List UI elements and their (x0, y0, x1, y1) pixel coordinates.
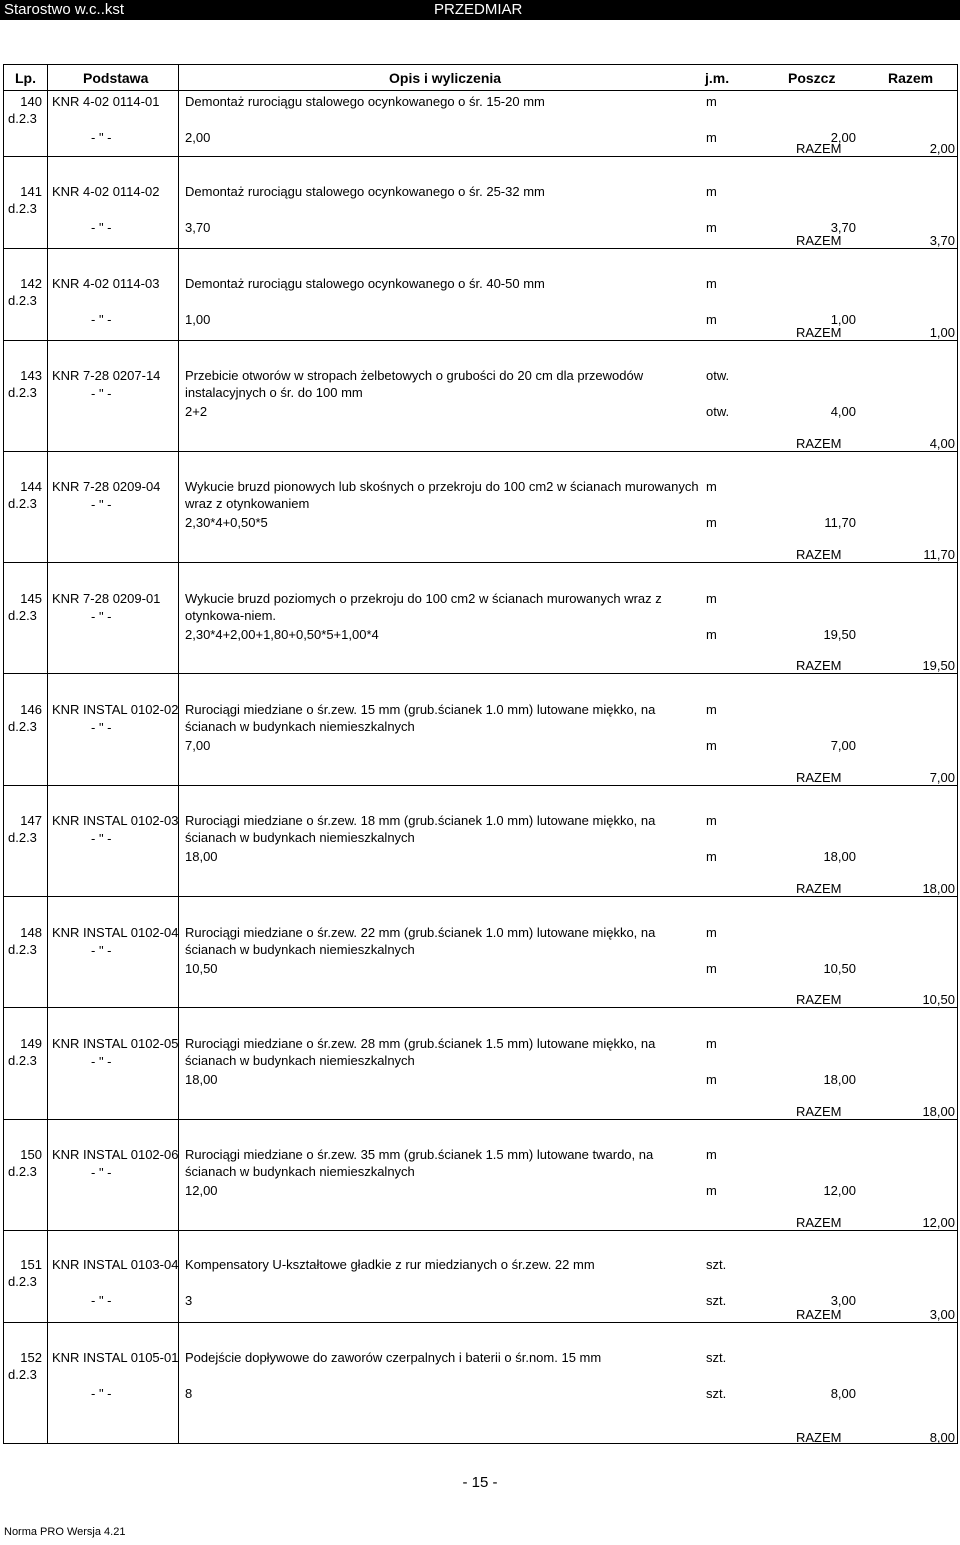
header-divider (3, 90, 958, 91)
calc-unit: m (706, 849, 717, 864)
razem-value: 4,00 (929, 436, 955, 451)
item-calculation: 2+2 (185, 404, 208, 419)
razem-label: RAZEM (796, 881, 842, 896)
razem-label: RAZEM (796, 547, 842, 562)
row-divider (3, 896, 958, 897)
item-unit: otw. (706, 368, 730, 383)
col-divider (47, 64, 48, 1444)
item-subchapter: d.2.3 (8, 111, 37, 126)
item-description: Demontaż rurociągu stalowego ocynkowanego o śr. 25-32 mm (185, 184, 545, 199)
col-razem: Razem (888, 70, 934, 86)
ditto-mark: - " - (91, 312, 112, 327)
calc-unit: m (706, 627, 717, 642)
row-divider (3, 785, 958, 786)
row-divider (3, 1007, 958, 1008)
col-jm: j.m. (705, 70, 730, 86)
row-divider (3, 248, 958, 249)
razem-label: RAZEM (796, 1215, 842, 1230)
razem-label: RAZEM (796, 233, 842, 248)
razem-value: 1,00 (929, 325, 955, 340)
item-calculation: 8 (185, 1386, 193, 1401)
item-description: Rurociągi miedziane o śr.zew. 28 mm (grub.ścianek 1.5 mm) lutowane miękko, na ścianach w budynkach niemieszkalnych (185, 1036, 656, 1068)
item-description: Wykucie bruzd poziomych o przekroju do 100 cm2 w ścianach murowanych wraz z otynkowa-niem. (185, 591, 662, 623)
ditto-mark: - " - (91, 220, 112, 235)
col-poszcz: Poszcz (788, 70, 836, 86)
item-number: 145 (20, 591, 42, 606)
item-unit: szt. (706, 1257, 727, 1272)
item-unit: m (706, 702, 717, 717)
col-divider (178, 64, 179, 1444)
item-unit: m (706, 813, 717, 828)
item-number: 148 (20, 925, 42, 940)
col-lp: Lp. (15, 70, 36, 86)
calc-unit: szt. (706, 1293, 727, 1308)
razem-value: 7,00 (929, 770, 955, 785)
item-calculation: 2,30*4+2,00+1,80+0,50*5+1,00*4 (185, 627, 379, 642)
page-number: - 15 - (462, 1474, 498, 1491)
razem-value: 3,70 (929, 233, 955, 248)
calc-unit: m (706, 220, 717, 235)
item-subchapter: d.2.3 (8, 385, 37, 400)
item-calculation: 1,00 (185, 312, 211, 327)
row-divider (3, 451, 958, 452)
razem-value: 8,00 (929, 1430, 955, 1445)
item-basis: KNR 4-02 0114-02 (52, 184, 160, 199)
razem-label: RAZEM (796, 1104, 842, 1119)
item-subchapter: d.2.3 (8, 942, 37, 957)
item-number: 144 (20, 479, 42, 494)
item-calculation: 18,00 (185, 849, 218, 864)
item-subchapter: d.2.3 (8, 293, 37, 308)
razem-label: RAZEM (796, 658, 842, 673)
item-poszcz: 10,50 (823, 961, 856, 976)
item-unit: m (706, 591, 717, 606)
razem-label: RAZEM (796, 992, 842, 1007)
row-divider (3, 340, 958, 341)
razem-value: 19,50 (922, 658, 955, 673)
item-calculation: 12,00 (185, 1183, 218, 1198)
item-calculation: 10,50 (185, 961, 218, 976)
row-divider (3, 562, 958, 563)
calc-unit: m (706, 130, 717, 145)
header-title: PRZEDMIAR (434, 1, 523, 18)
item-subchapter: d.2.3 (8, 1053, 37, 1068)
item-unit: m (706, 94, 717, 109)
ditto-mark: - " - (91, 1054, 112, 1069)
item-basis: KNR INSTAL 0102-02 (52, 702, 179, 717)
item-number: 142 (20, 276, 42, 291)
col-podstawa: Podstawa (83, 70, 149, 86)
item-description: Kompensatory U-kształtowe gładkie z rur miedzianych o śr.zew. 22 mm (185, 1257, 595, 1272)
item-basis: KNR 7-28 0209-01 (52, 591, 161, 606)
item-basis: KNR INSTAL 0102-04 (52, 925, 179, 940)
header-filename: Starostwo w.c..kst (4, 1, 125, 18)
row-divider (3, 1119, 958, 1120)
item-poszcz: 18,00 (823, 849, 856, 864)
item-subchapter: d.2.3 (8, 719, 37, 734)
item-description: Rurociągi miedziane o śr.zew. 22 mm (grub.ścianek 1.0 mm) lutowane miękko, na ścianach w budynkach niemieszkalnych (185, 925, 656, 957)
row-divider (3, 156, 958, 157)
razem-label: RAZEM (796, 436, 842, 451)
item-unit: m (706, 276, 717, 291)
item-number: 140 (20, 94, 42, 109)
item-description: Rurociągi miedziane o śr.zew. 18 mm (grub.ścianek 1.0 mm) lutowane miękko, na ścianach w budynkach niemieszkalnych (185, 813, 656, 845)
item-unit: m (706, 1147, 717, 1162)
ditto-mark: - " - (91, 609, 112, 624)
razem-label: RAZEM (796, 1307, 842, 1322)
item-basis: KNR INSTAL 0105-01 (52, 1350, 179, 1365)
item-number: 147 (20, 813, 42, 828)
item-description: Wykucie bruzd pionowych lub skośnych o przekroju do 100 cm2 w ścianach murowanych wraz z otynkowaniem (185, 479, 699, 511)
item-number: 146 (20, 702, 42, 717)
ditto-mark: - " - (91, 1165, 112, 1180)
col-opis: Opis i wyliczenia (389, 70, 502, 86)
ditto-mark: - " - (91, 1386, 112, 1401)
row-divider (3, 673, 958, 674)
ditto-mark: - " - (91, 130, 112, 145)
razem-label: RAZEM (796, 1430, 842, 1445)
ditto-mark: - " - (91, 831, 112, 846)
razem-value: 18,00 (922, 1104, 955, 1119)
item-number: 150 (20, 1147, 42, 1162)
item-calculation: 2,00 (185, 130, 211, 145)
item-description: Rurociągi miedziane o śr.zew. 35 mm (grub.ścianek 1.5 mm) lutowane twardo, na ścianach w budynkach niemieszkalnych (185, 1147, 654, 1179)
item-subchapter: d.2.3 (8, 201, 37, 216)
item-unit: szt. (706, 1350, 727, 1365)
item-description: Rurociągi miedziane o śr.zew. 15 mm (grub.ścianek 1.0 mm) lutowane miękko, na ścianach w budynkach niemieszkalnych (185, 702, 656, 734)
table-frame (3, 64, 958, 1444)
razem-value: 12,00 (922, 1215, 955, 1230)
item-unit: m (706, 1036, 717, 1051)
razem-value: 2,00 (929, 141, 955, 156)
item-poszcz: 1,00 (830, 312, 856, 327)
calc-unit: m (706, 1183, 717, 1198)
item-subchapter: d.2.3 (8, 1367, 37, 1382)
item-poszcz: 19,50 (823, 627, 856, 642)
page-header (0, 0, 960, 20)
ditto-mark: - " - (91, 720, 112, 735)
item-poszcz: 12,00 (823, 1183, 856, 1198)
item-subchapter: d.2.3 (8, 608, 37, 623)
item-basis: KNR INSTAL 0102-03 (52, 813, 179, 828)
calc-unit: m (706, 738, 717, 753)
item-poszcz: 18,00 (823, 1072, 856, 1087)
row-divider (3, 1230, 958, 1231)
calc-unit: m (706, 312, 717, 327)
ditto-mark: - " - (91, 1293, 112, 1308)
item-calculation: 3,70 (185, 220, 211, 235)
item-poszcz: 7,00 (830, 738, 856, 753)
calc-unit: szt. (706, 1386, 727, 1401)
razem-label: RAZEM (796, 141, 842, 156)
item-basis: KNR 7-28 0209-04 (52, 479, 161, 494)
item-basis: KNR 4-02 0114-03 (52, 276, 160, 291)
calc-unit: m (706, 515, 717, 530)
item-basis: KNR INSTAL 0103-04 (52, 1257, 179, 1272)
ditto-mark: - " - (91, 497, 112, 512)
razem-value: 3,00 (929, 1307, 955, 1322)
item-calculation: 3 (185, 1293, 193, 1308)
calc-unit: m (706, 1072, 717, 1087)
item-subchapter: d.2.3 (8, 496, 37, 511)
item-number: 143 (20, 368, 42, 383)
item-basis: KNR 7-28 0207-14 (52, 368, 161, 383)
item-number: 149 (20, 1036, 42, 1051)
item-description: Demontaż rurociągu stalowego ocynkowanego o śr. 15-20 mm (185, 94, 545, 109)
item-unit: m (706, 925, 717, 940)
item-calculation: 7,00 (185, 738, 211, 753)
item-subchapter: d.2.3 (8, 1274, 37, 1289)
razem-value: 18,00 (922, 881, 955, 896)
item-calculation: 2,30*4+0,50*5 (185, 515, 268, 530)
item-poszcz: 2,00 (830, 130, 856, 145)
item-number: 151 (20, 1257, 42, 1272)
item-poszcz: 3,70 (830, 220, 856, 235)
row-divider (3, 1322, 958, 1323)
calc-unit: m (706, 961, 717, 976)
item-description: Podejście dopływowe do zaworów czerpalnych i baterii o śr.nom. 15 mm (185, 1350, 602, 1365)
item-basis: KNR INSTAL 0102-06 (52, 1147, 179, 1162)
item-poszcz: 4,00 (830, 404, 856, 419)
item-basis: KNR INSTAL 0102-05 (52, 1036, 179, 1051)
item-description: Przebicie otworów w stropach żelbetowych o grubości do 20 cm dla przewodów instalacyjnych o śr. do 100 mm (185, 368, 644, 400)
item-poszcz: 8,00 (830, 1386, 856, 1401)
calc-unit: otw. (706, 404, 730, 419)
item-number: 152 (20, 1350, 42, 1365)
item-poszcz: 3,00 (830, 1293, 856, 1308)
ditto-mark: - " - (91, 943, 112, 958)
razem-label: RAZEM (796, 770, 842, 785)
item-subchapter: d.2.3 (8, 830, 37, 845)
table-header (3, 64, 958, 90)
item-unit: m (706, 479, 717, 494)
item-unit: m (706, 184, 717, 199)
item-poszcz: 11,70 (824, 515, 856, 530)
ditto-mark: - " - (91, 386, 112, 401)
item-subchapter: d.2.3 (8, 1164, 37, 1179)
razem-value: 10,50 (922, 992, 955, 1007)
item-basis: KNR 4-02 0114-01 (52, 94, 160, 109)
item-calculation: 18,00 (185, 1072, 218, 1087)
item-description: Demontaż rurociągu stalowego ocynkowanego o śr. 40-50 mm (185, 276, 545, 291)
item-number: 141 (20, 184, 42, 199)
razem-value: 11,70 (923, 547, 955, 562)
software-footer: Norma PRO Wersja 4.21 (4, 1526, 126, 1538)
razem-label: RAZEM (796, 325, 842, 340)
